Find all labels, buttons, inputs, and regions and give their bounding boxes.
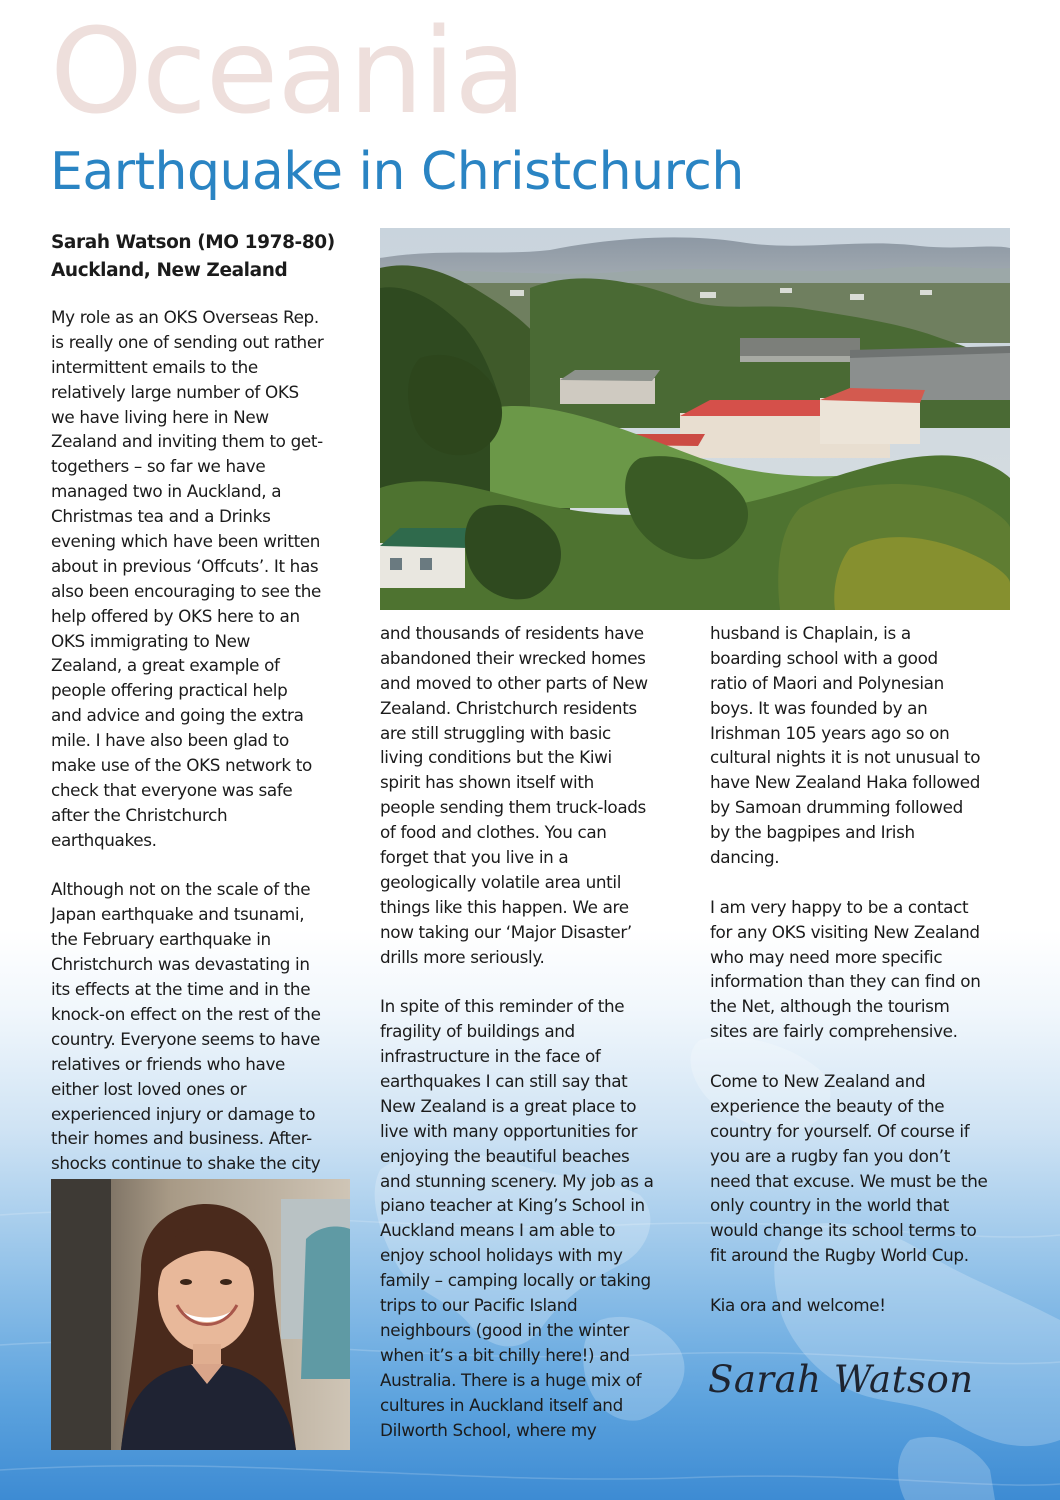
body-text-line: would change its school terms to [710,1220,977,1241]
text-column-1 [51,305,351,1176]
body-text-line: of food and clothes. You can [380,822,607,843]
body-text-line: enjoying the beautiful beaches [380,1145,630,1166]
body-text-line: living conditions but the Kiwi [380,747,612,768]
body-text-line: Australia. There is a huge mix of [380,1369,642,1390]
body-text-line: and thousands of residents have [380,623,644,643]
body-text-line: country. Everyone seems to have [51,1028,321,1049]
body-text-line: forget that you live in a [380,847,569,868]
body-text-line: relatively large number of OKS [51,381,299,402]
body-text-line: family – camping locally or taking [380,1270,651,1291]
body-text-line: Auckland means I am able to [380,1220,616,1241]
section-title: Oceania [50,2,526,140]
body-text-line: information than they can find on [710,971,981,992]
body-text-line: people offering practical help [51,680,288,701]
body-text-line: evening which have been written [51,531,321,552]
body-text-line: Christmas tea and a Drinks [51,506,271,527]
body-text-line: about in previous ‘Offcuts’. It has [51,555,319,576]
body-text-line: shocks continue to shake the city [51,1153,321,1174]
body-text-line: relatives or friends who have [51,1053,286,1074]
text-column-3 [710,621,1020,1318]
paragraph-gap [380,969,680,994]
body-text-line: its effects at the time and in the [51,979,311,1000]
body-text-line: enjoy school holidays with my [380,1245,623,1266]
body-text-line: by the bagpipes and Irish [710,822,915,843]
body-text-line: knock-on effect on the rest of the [51,1003,321,1024]
portrait-photo [51,1179,350,1450]
body-text-line: Although not on the scale of the [51,879,311,900]
body-text-line: and moved to other parts of New [380,672,648,693]
body-text-line: and stunning scenery. My job as a [380,1170,654,1191]
body-text-line: are still struggling with basic [380,722,611,743]
body-text-line: live with many opportunities for [380,1120,638,1141]
body-text-line: mile. I have also been glad to [51,730,289,751]
body-text-line: for any OKS visiting New Zealand [710,921,980,942]
author-byline [51,229,371,285]
body-text-line: Christchurch was devastating in [51,954,310,975]
body-text-line: the February earthquake in [51,929,271,950]
paragraph-gap [710,870,1020,895]
body-text-line: husband is Chaplain, is a [710,623,911,643]
body-text-line: OKS immigrating to New [51,630,251,651]
body-text-line: I am very happy to be a contact [710,896,969,917]
body-text-line: their homes and business. After- [51,1128,312,1149]
body-text-line: infrastructure in the face of [380,1046,601,1067]
body-text-line: Japan earthquake and tsunami, [51,904,305,925]
body-text-line: My role as an OKS Overseas Rep. [51,307,319,327]
body-text-line: experience the beauty of the [710,1095,945,1116]
body-text-line: by Samoan drumming followed [710,797,963,818]
portrait-illustration [51,1179,350,1450]
body-text-line: the Net, although the tourism [710,996,950,1017]
author-location: Auckland, New Zealand [51,260,288,281]
body-text-line: check that everyone was safe [51,779,293,800]
body-text-line: fragility of buildings and [380,1021,575,1042]
body-text-line: people sending them truck-loads [380,797,646,818]
body-text-line: you are a rugby fan you don’t [710,1145,951,1166]
body-text-line: experienced injury or damage to [51,1103,316,1124]
body-text-line: cultural nights it is not unusual to [710,747,981,768]
body-text-line: Zealand. Christchurch residents [380,697,637,718]
body-text-line: Zealand and inviting them to get- [51,431,323,452]
landscape-illustration [380,228,1010,610]
body-text-line: is really one of sending out rather [51,331,324,352]
body-text-line: after the Christchurch [51,804,228,825]
body-text-line: intermittent emails to the [51,356,258,377]
body-text-line: boys. It was founded by an [710,697,928,718]
body-text-line: Kia ora and welcome! [710,1295,886,1316]
body-text-line: cultures in Auckland itself and [380,1394,623,1415]
body-text-line: sites are fairly comprehensive. [710,1021,958,1042]
body-text-line: New Zealand is a great place to [380,1095,637,1116]
body-text-line: spirit has shown itself with [380,772,594,793]
body-text-line: piano teacher at King’s School in [380,1195,645,1216]
text-column-2 [380,621,680,1442]
body-text-line: fit around the Rugby World Cup. [710,1245,969,1266]
body-text-line: geologically volatile area until [380,871,622,892]
signature: Sarah Watson [708,1358,974,1401]
article-headline: Earthquake in Christchurch [50,142,744,202]
body-text-line: boarding school with a good [710,647,938,668]
body-text-line: country for yourself. Of course if [710,1120,970,1141]
body-text-line: either lost loved ones or [51,1078,247,1099]
body-text-line: also been encouraging to see the [51,580,322,601]
body-text-line: now taking our ‘Major Disaster’ [380,921,632,942]
body-text-line: and advice and going the extra [51,705,304,726]
body-text-line: make use of the OKS network to [51,755,312,776]
body-text-line: Dilworth School, where my [380,1419,597,1440]
body-text-line: need that excuse. We must be the [710,1170,988,1191]
body-text-line: neighbours (good in the winter [380,1319,629,1340]
body-text-line: drills more seriously. [380,946,545,967]
author-name: Sarah Watson (MO 1978-80) [51,232,335,253]
body-text-line: In spite of this reminder of the [380,996,625,1017]
body-text-line: dancing. [710,847,780,868]
body-text-line: Come to New Zealand and [710,1071,926,1092]
paragraph-gap [51,853,351,878]
body-text-line: help offered by OKS here to an [51,605,300,626]
paragraph-gap [710,1044,1020,1069]
body-text-line: who may need more specific [710,946,943,967]
body-text-line: abandoned their wrecked homes [380,647,646,668]
body-text-line: trips to our Pacific Island [380,1295,578,1316]
body-text-line: togethers – so far we have [51,456,266,477]
body-text-line: things like this happen. We are [380,896,629,917]
body-text-line: managed two in Auckland, a [51,481,282,502]
body-text-line: earthquakes I can still say that [380,1071,628,1092]
body-text-line: ratio of Maori and Polynesian [710,672,944,693]
landscape-photo [380,228,1010,610]
body-text-line: we have living here in New [51,406,269,427]
body-text-line: Zealand, a great example of [51,655,280,676]
body-text-line: have New Zealand Haka followed [710,772,981,793]
paragraph-gap [710,1268,1020,1293]
body-text-line: only country in the world that [710,1195,949,1216]
body-text-line: Irishman 105 years ago so on [710,722,950,743]
body-text-line: earthquakes. [51,829,157,850]
body-text-line: when it’s a bit chilly here!) and [380,1344,630,1365]
